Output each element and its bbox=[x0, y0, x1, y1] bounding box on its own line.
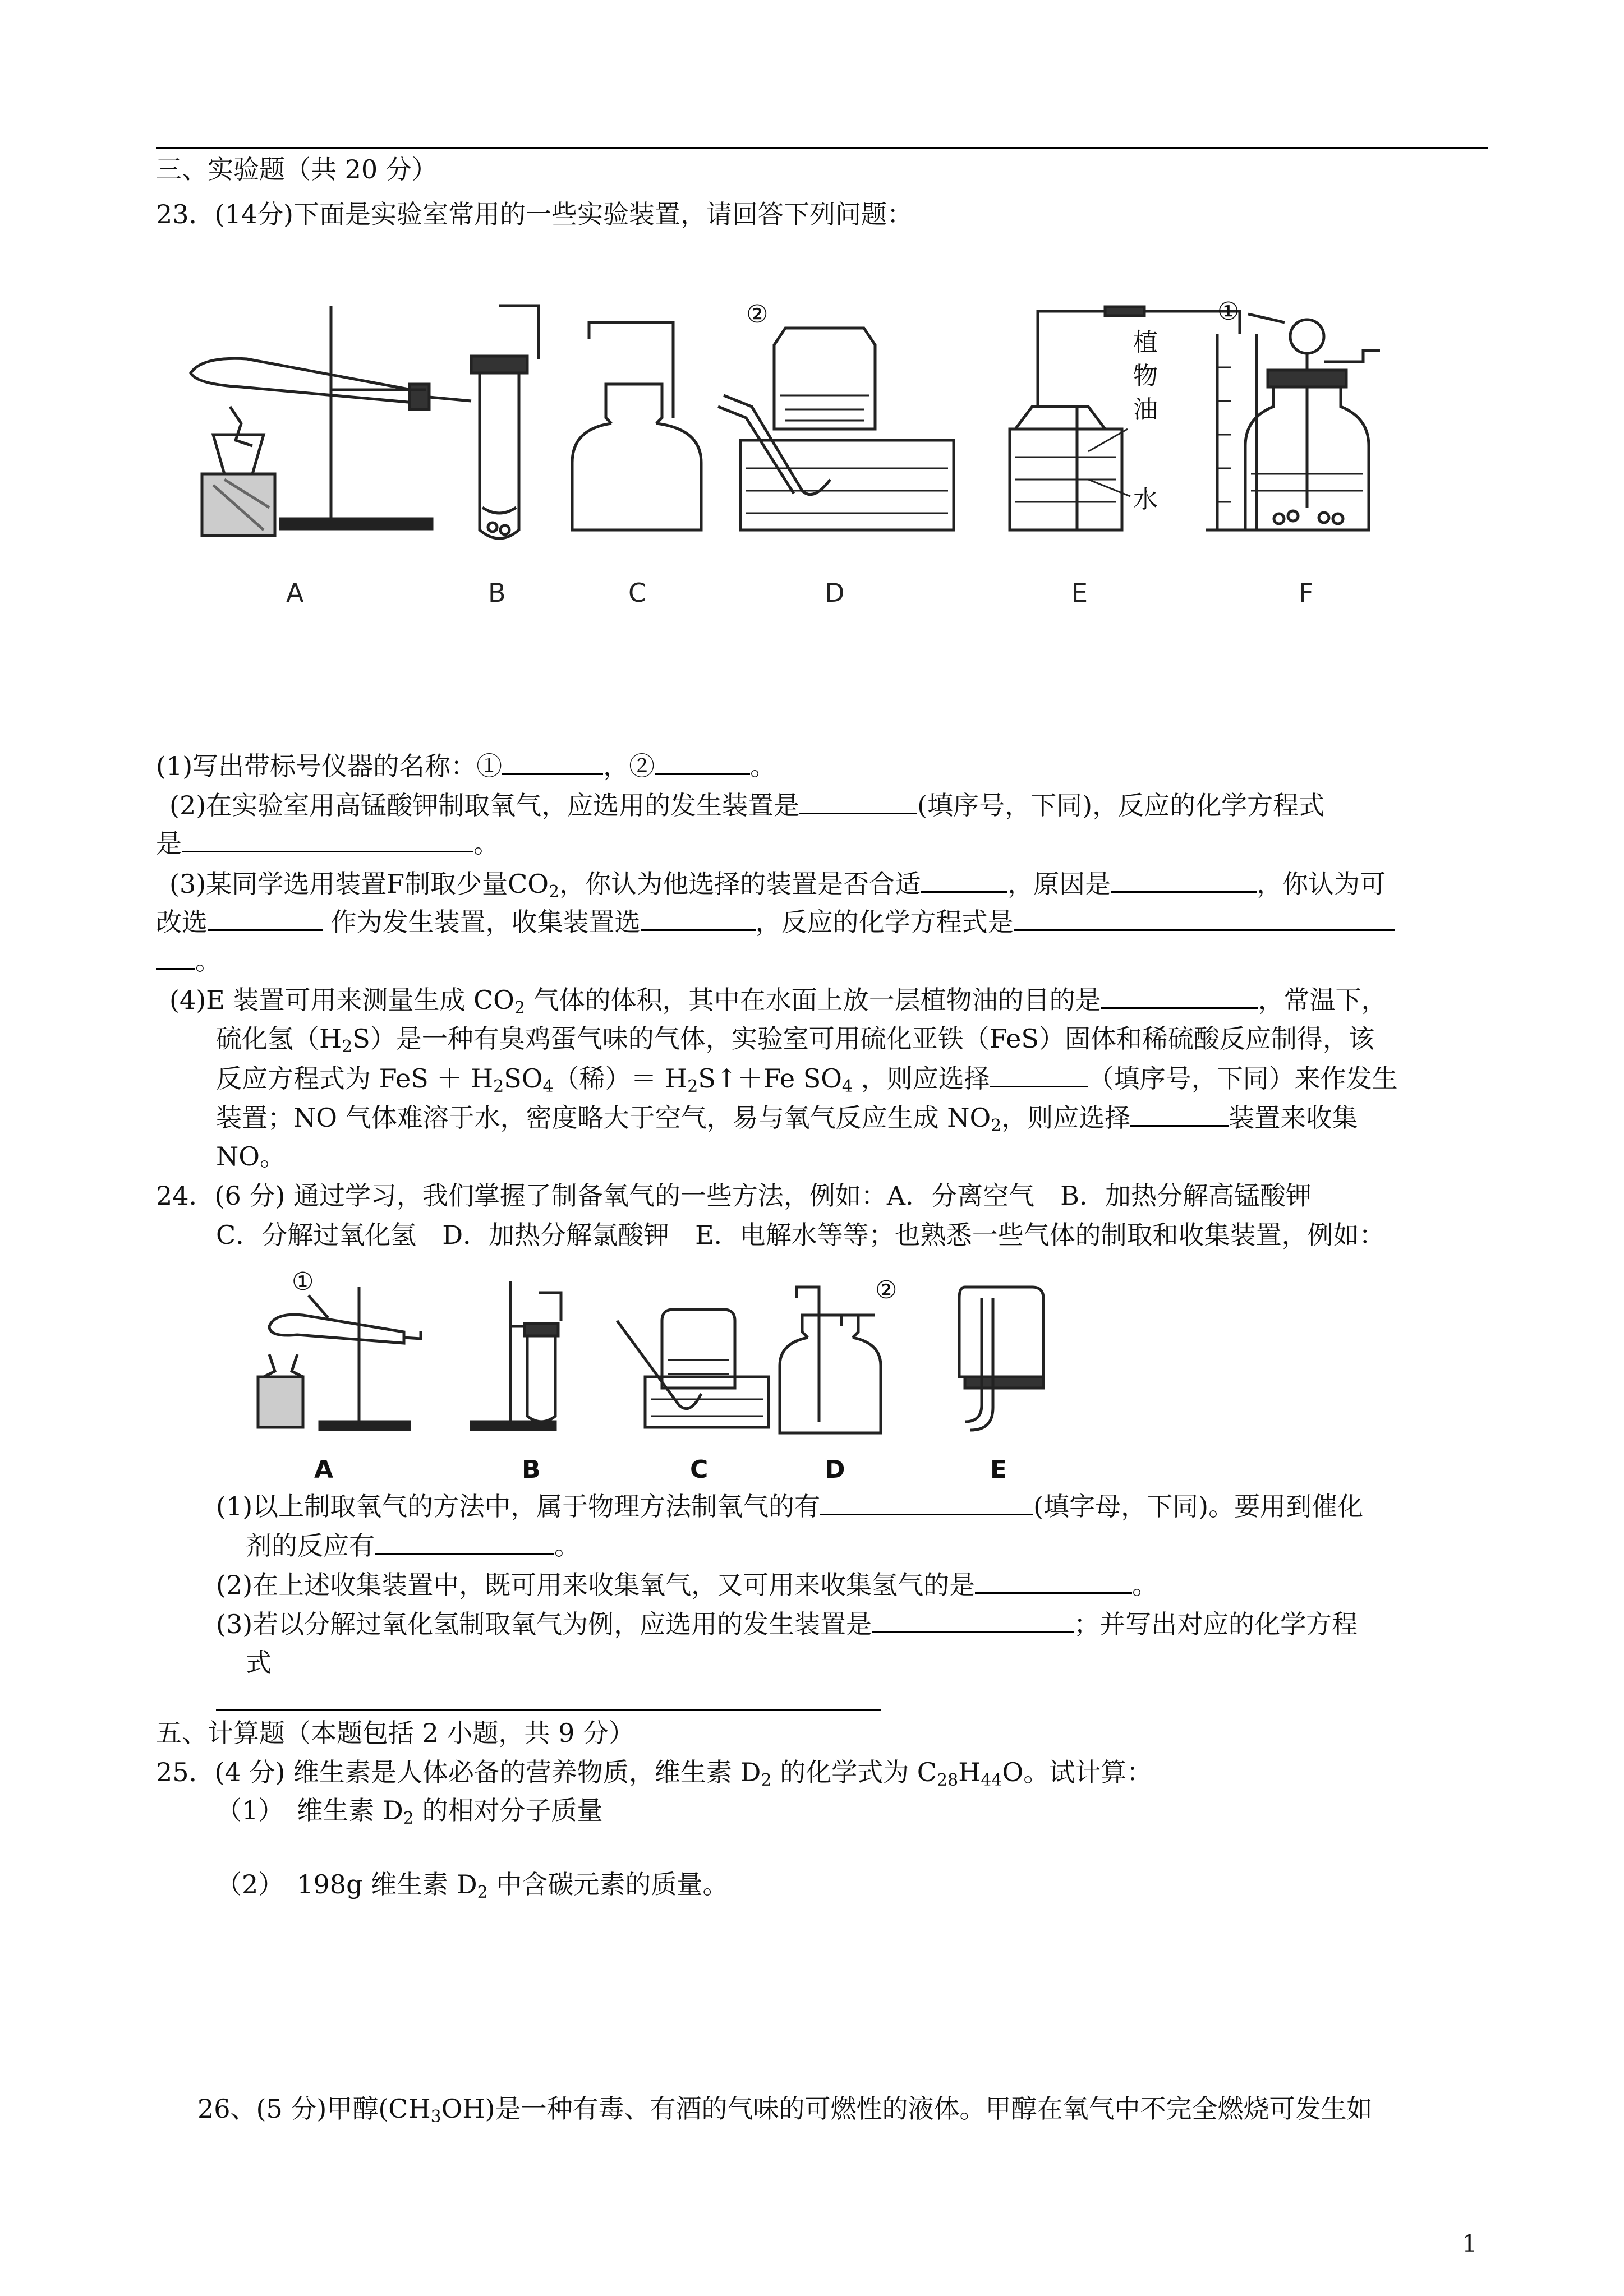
q24-stem-line1: 24．(6 分) 通过学习，我们掌握了制备氧气的一些方法，例如：A．分离空气 B．加热分解高锰酸钾 bbox=[156, 1181, 1312, 1211]
answer-blank[interactable] bbox=[502, 749, 603, 775]
q24-part3-cont: 式 bbox=[246, 1648, 272, 1678]
q24-label-a: A bbox=[314, 1455, 334, 1484]
answer-blank[interactable] bbox=[641, 905, 756, 931]
q24-stem-line2: C．分解过氧化氢 D．加热分解氯酸钾 E．电解水等等；也熟悉一些气体的制取和收集装置，例如： bbox=[216, 1220, 1385, 1250]
answer-blank[interactable] bbox=[1101, 983, 1258, 1009]
q23-part3: (3)某同学选用装置F制取少量$CO_2$，你认为他选择的装置是否合适 ，原因是 ，你认为可 bbox=[169, 866, 1386, 901]
q24-apparatus-e bbox=[959, 1287, 1043, 1484]
q23-part4-l5: NO。 bbox=[216, 1141, 286, 1172]
answer-blank[interactable] bbox=[375, 1528, 554, 1555]
q23-part4-l3: 反应方程式为 FeS ＋ $H_2SO_4$（稀）＝ $H_2S↑+Fe$ $SO_4$ ，则应选择 （填序号，下同）来作发生 bbox=[216, 1061, 1398, 1095]
q24-part2: (2)在上述收集装置中，既可用来收集氧气，又可用来收集氢气的是 。 bbox=[216, 1567, 1158, 1602]
q23-part2: (2)在实验室用高锰酸钾制取氧气，应选用的发生装置是 (填序号，下同)，反应的化学方程式 bbox=[169, 788, 1324, 822]
q23-apparatus-e bbox=[1010, 307, 1268, 608]
q23-apparatus-f bbox=[1217, 297, 1380, 608]
page-number: 1 bbox=[1462, 2230, 1477, 2257]
q24-label-c: C bbox=[690, 1455, 709, 1484]
q23-apparatus-a bbox=[191, 306, 471, 608]
q23-label-e: E bbox=[1071, 578, 1088, 608]
q24-marker-1: ① bbox=[292, 1267, 314, 1296]
q23-e-text-plant: 植 bbox=[1133, 328, 1158, 357]
q23-part3-cont: 改选 作为发生装置，收集装置选 ，反应的化学方程式是 bbox=[156, 905, 1395, 939]
answer-blank[interactable] bbox=[799, 788, 917, 814]
answer-blank[interactable] bbox=[975, 1567, 1132, 1594]
q23-label-b: B bbox=[488, 578, 506, 608]
q25-stem: 25．(4 分) 维生素是人体必备的营养物质，维生素 $D_2$ 的化学式为 $C_{28}H_{44}O$。试计算： bbox=[156, 1757, 1153, 1790]
q23-e-text-water: 水 bbox=[1133, 485, 1158, 514]
q24-answer-line[interactable] bbox=[216, 1709, 881, 1711]
q23-label-a: A bbox=[286, 578, 304, 608]
q26-stem: 26、(5 分)甲醇$(CH_3OH)$是一种有毒、有酒的气味的可燃性的液体。甲醇在氧气中不完全燃烧可发生如 bbox=[197, 2094, 1373, 2127]
q23-marker-1: ① bbox=[1217, 297, 1240, 326]
q24-apparatus-b bbox=[471, 1281, 561, 1484]
q23-label-c: C bbox=[628, 578, 647, 608]
q24-part1-cont: 剂的反应有 。 bbox=[246, 1528, 580, 1562]
q23-apparatus-figure bbox=[180, 294, 1425, 608]
answer-blank[interactable] bbox=[156, 943, 195, 970]
q23-apparatus-b bbox=[471, 306, 539, 608]
answer-blank[interactable] bbox=[655, 749, 750, 775]
q24-apparatus-c bbox=[617, 1310, 769, 1484]
q23-label-f: F bbox=[1299, 578, 1314, 608]
answer-blank[interactable] bbox=[182, 826, 473, 852]
q23-part4-l4: 装置；NO 气体难溶于水，密度略大于空气，易与氧气反应生成 $NO_2$，则应选择 装置来收集 bbox=[216, 1100, 1358, 1135]
q24-label-b: B bbox=[522, 1455, 541, 1484]
answer-blank[interactable] bbox=[1014, 905, 1395, 931]
q23-part4-l2: 硫化氢$(H_2S)$是一种有臭鸡蛋气味的气体，实验室可用硫化亚铁（FeS）固体和稀硫酸反应制得，该 bbox=[216, 1023, 1374, 1057]
q24-marker-2: ② bbox=[875, 1276, 898, 1304]
q24-apparatus-figure bbox=[236, 1265, 1189, 1489]
section-title-calculation: 五、计算题（本题包括 2 小题，共 9 分） bbox=[156, 1718, 635, 1748]
q24-part3: (3)若以分解过氧化氢制取氧气为例，应选用的发生装置是 ；并写出对应的化学方程 bbox=[216, 1607, 1358, 1641]
q23-part3-end: 。 bbox=[156, 943, 221, 978]
q25-item1: （1） 维生素 $D_2$ 的相对分子质量 bbox=[216, 1795, 603, 1828]
answer-blank[interactable] bbox=[820, 1489, 1033, 1515]
q23-marker-2: ② bbox=[746, 300, 769, 329]
q24-apparatus-d bbox=[780, 1276, 897, 1484]
q23-label-d: D bbox=[825, 578, 845, 608]
q24-label-d: D bbox=[825, 1455, 845, 1484]
header-rule bbox=[156, 147, 1488, 149]
q23-apparatus-d bbox=[718, 300, 954, 608]
q23-part1: (1)写出带标号仪器的名称：① ，② 。 bbox=[156, 749, 776, 783]
q23-part4: (4)E 装置可用来测量生成 $CO_2$ 气体的体积，其中在水面上放一层植物油的目的是 ，常温下， bbox=[169, 983, 1387, 1017]
q23-apparatus-c bbox=[572, 322, 701, 608]
answer-blank[interactable] bbox=[872, 1607, 1074, 1633]
section-title-experiment: 三、实验题（共 20 分） bbox=[156, 154, 438, 185]
q23-stem: 23．(14分)下面是实验室常用的一些实验装置，请回答下列问题： bbox=[156, 199, 913, 229]
answer-blank[interactable] bbox=[208, 905, 323, 931]
q25-item2: （2） 198g 维生素 $D_2$ 中含碳元素的质量。 bbox=[216, 1869, 729, 1902]
q23-e-text-object: 物 bbox=[1133, 362, 1158, 390]
q24-label-e: E bbox=[990, 1455, 1007, 1484]
q23-part2-cont: 是 。 bbox=[156, 826, 499, 860]
q24-part1: (1)以上制取氧气的方法中，属于物理方法制氧气的有 (填字母，下同)。要用到催化 bbox=[216, 1489, 1363, 1523]
answer-blank[interactable] bbox=[921, 866, 1007, 893]
answer-blank[interactable] bbox=[1130, 1100, 1229, 1127]
q24-apparatus-a bbox=[258, 1267, 421, 1484]
q23-e-text-oil: 油 bbox=[1133, 395, 1158, 424]
answer-blank[interactable] bbox=[990, 1061, 1088, 1087]
answer-blank[interactable] bbox=[1111, 866, 1257, 893]
